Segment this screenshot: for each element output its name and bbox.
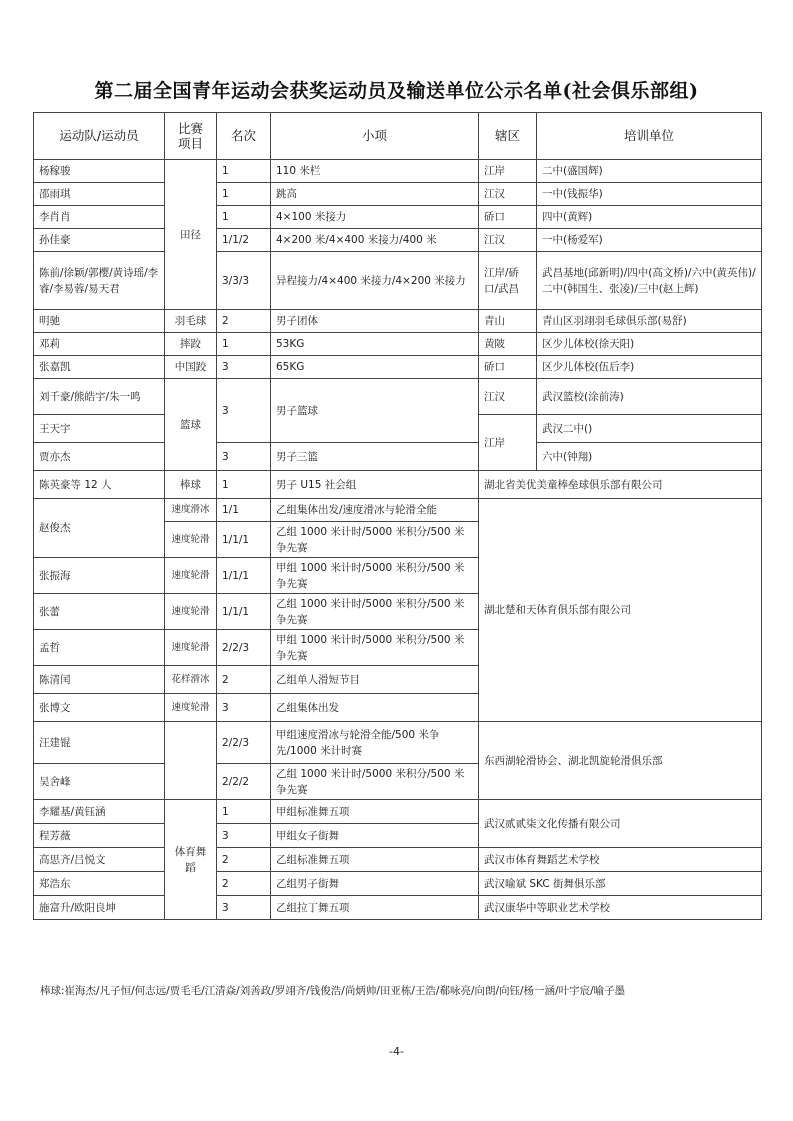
athlete-cell: 郑浩东 — [34, 872, 165, 896]
district-cell: 江岸/硚口/武昌 — [479, 252, 537, 310]
header-event: 比赛 项目 — [165, 113, 217, 160]
event-cell: 速度轮滑 — [165, 594, 217, 630]
unit-cell: 东西湖轮滑协会、湖北凯旋轮滑俱乐部 — [479, 722, 762, 800]
athlete-cell: 邵雨琪 — [34, 183, 165, 206]
sub-event-cell: 乙组男子街舞 — [271, 872, 479, 896]
table-row — [34, 333, 762, 356]
table-row — [34, 183, 762, 206]
athlete-cell: 贾亦杰 — [34, 443, 165, 471]
athlete-cell: 赵俊杰 — [34, 499, 165, 558]
rank-cell: 3 — [217, 896, 271, 920]
sub-event-cell: 乙组拉丁舞五项 — [271, 896, 479, 920]
sub-event-cell: 甲组标准舞五项 — [271, 800, 479, 824]
sub-event-cell: 4×100 米接力 — [271, 206, 479, 229]
event-cell: 棒球 — [165, 471, 217, 499]
district-cell: 江岸 — [479, 160, 537, 183]
sub-event-cell: 甲组速度滑冰与轮滑全能/500 米争先/1000 米计时赛 — [271, 722, 479, 764]
unit-cell: 武汉康华中等职业艺术学校 — [479, 896, 762, 920]
athlete-cell: 张振海 — [34, 558, 165, 594]
sub-event-cell: 男子 U15 社会组 — [271, 471, 479, 499]
unit-cell: 二中(盛国辉) — [537, 160, 762, 183]
rank-cell: 3/3/3 — [217, 252, 271, 310]
sub-event-cell: 65KG — [271, 356, 479, 379]
district-cell: 青山 — [479, 310, 537, 333]
sub-event-cell: 甲组女子街舞 — [271, 824, 479, 848]
athlete-cell: 张博文 — [34, 694, 165, 722]
district-cell: 江汉 — [479, 229, 537, 252]
event-cell: 速度轮滑 — [165, 558, 217, 594]
rank-cell: 3 — [217, 443, 271, 471]
rank-cell: 2/2/2 — [217, 764, 271, 800]
table-row — [34, 848, 762, 872]
unit-cell: 武汉贰贰柒文化传播有限公司 — [479, 800, 762, 848]
unit-cell: 湖北楚和天体育俱乐部有限公司 — [479, 499, 762, 722]
awards-table — [33, 112, 762, 920]
rank-cell: 1/1/1 — [217, 558, 271, 594]
table-row — [34, 160, 762, 183]
rank-cell: 3 — [217, 379, 271, 443]
rank-cell: 1/1/2 — [217, 229, 271, 252]
athlete-cell: 刘千豪/熊皓宇/朱一鸣 — [34, 379, 165, 415]
athlete-cell: 李耀基/黄钰涵 — [34, 800, 165, 824]
sub-event-cell: 乙组 1000 米计时/5000 米积分/500 米争先赛 — [271, 764, 479, 800]
athlete-cell: 李肖肖 — [34, 206, 165, 229]
district-cell: 江汉 — [479, 379, 537, 415]
unit-cell: 一中(杨爱军) — [537, 229, 762, 252]
table-row — [34, 443, 762, 471]
table-row — [34, 896, 762, 920]
unit-cell: 武昌基地(邱新明)/四中(高文桥)/六中(黄英伟)/二中(韩国生、张凌)/三中(赵上辉) — [537, 252, 762, 310]
sub-event-cell: 乙组单人滑短节目 — [271, 666, 479, 694]
event-cell: 速度轮滑 — [165, 694, 217, 722]
unit-cell: 四中(黄辉) — [537, 206, 762, 229]
sub-event-cell: 乙组 1000 米计时/5000 米积分/500 米争先赛 — [271, 594, 479, 630]
unit-cell: 一中(钱振华) — [537, 183, 762, 206]
rank-cell: 3 — [217, 824, 271, 848]
unit-cell: 武汉二中() — [537, 415, 762, 443]
athlete-cell: 施富升/欧阳良坤 — [34, 896, 165, 920]
athlete-cell: 程芳薇 — [34, 824, 165, 848]
event-cell: 速度滑冰 — [165, 499, 217, 522]
table-row — [34, 379, 762, 415]
rank-cell: 1 — [217, 333, 271, 356]
district-cell: 硚口 — [479, 356, 537, 379]
event-cell: 速度轮滑 — [165, 522, 217, 558]
athlete-cell: 陈前/徐颖/郭樱/黄诗瑶/李睿/李易蓉/易天君 — [34, 252, 165, 310]
unit-cell: 武汉市体育舞蹈艺术学校 — [479, 848, 762, 872]
sub-event-cell: 男子团体 — [271, 310, 479, 333]
table-row — [34, 800, 762, 824]
athlete-cell: 陈英豪等 12 人 — [34, 471, 165, 499]
header-team: 运动队/运动员 — [34, 113, 165, 160]
rank-cell: 3 — [217, 356, 271, 379]
baseball-roster-footnote: 棒球:崔海杰/凡子恒/何志远/贾毛毛/江清焱/刘善政/罗翊齐/钱俊浩/尚炳帅/田亚栋/王浩/郗咏亮/向朗/向钰/杨一涵/叶宇宸/喻子墨 — [40, 985, 626, 997]
rank-cell: 1/1 — [217, 499, 271, 522]
table-row — [34, 206, 762, 229]
sub-event-cell: 乙组集体出发 — [271, 694, 479, 722]
unit-cell: 武汉篮校(涂前涛) — [537, 379, 762, 415]
sub-event-cell: 男子三篮 — [271, 443, 479, 471]
athlete-cell: 吴舍峰 — [34, 764, 165, 800]
athlete-cell: 高思齐/吕悦文 — [34, 848, 165, 872]
unit-cell: 武汉喻斌 SKC 街舞俱乐部 — [479, 872, 762, 896]
event-cell: 篮球 — [165, 379, 217, 471]
table-row — [34, 356, 762, 379]
athlete-cell: 孟哲 — [34, 630, 165, 666]
header-sub-event: 小项 — [271, 113, 479, 160]
table-row — [34, 499, 762, 522]
rank-cell: 2 — [217, 848, 271, 872]
table-row — [34, 229, 762, 252]
athlete-cell: 孙佳豪 — [34, 229, 165, 252]
district-cell: 江汉 — [479, 183, 537, 206]
unit-cell: 区少儿体校(徐天阳) — [537, 333, 762, 356]
athlete-cell: 明驰 — [34, 310, 165, 333]
rank-cell: 2/2/3 — [217, 630, 271, 666]
table-row — [34, 471, 762, 499]
district-cell: 硚口 — [479, 206, 537, 229]
rank-cell: 1 — [217, 183, 271, 206]
event-cell: 速度轮滑 — [165, 630, 217, 666]
sub-event-cell: 53KG — [271, 333, 479, 356]
sub-event-cell: 异程接力/4×400 米接力/4×200 米接力 — [271, 252, 479, 310]
event-cell: 中国跤 — [165, 356, 217, 379]
sub-event-cell: 4×200 米/4×400 米接力/400 米 — [271, 229, 479, 252]
event-cell: 田径 — [165, 160, 217, 310]
sub-event-cell: 乙组标准舞五项 — [271, 848, 479, 872]
rank-cell: 3 — [217, 694, 271, 722]
rank-cell: 2 — [217, 666, 271, 694]
rank-cell: 2 — [217, 310, 271, 333]
page-number: -4- — [389, 1045, 404, 1058]
event-cell: 花样滑冰 — [165, 666, 217, 694]
rank-cell: 2 — [217, 872, 271, 896]
athlete-cell: 杨稼骏 — [34, 160, 165, 183]
table-header-row — [34, 113, 762, 160]
sub-event-cell: 110 米栏 — [271, 160, 479, 183]
unit-cell: 六中(钟翔) — [537, 443, 762, 471]
sub-event-cell: 跳高 — [271, 183, 479, 206]
sub-event-cell: 甲组 1000 米计时/5000 米积分/500 米争先赛 — [271, 630, 479, 666]
unit-cell: 区少儿体校(伍后李) — [537, 356, 762, 379]
event-cell: 体育舞蹈 — [165, 800, 217, 920]
table-row — [34, 722, 762, 764]
table-row — [34, 872, 762, 896]
event-cell: 羽毛球 — [165, 310, 217, 333]
unit-cell: 湖北省美优美童棒垒球俱乐部有限公司 — [479, 471, 762, 499]
rank-cell: 1 — [217, 800, 271, 824]
rank-cell: 2/2/3 — [217, 722, 271, 764]
header-district: 辖区 — [479, 113, 537, 160]
sub-event-cell: 甲组 1000 米计时/5000 米积分/500 米争先赛 — [271, 558, 479, 594]
rank-cell: 1 — [217, 471, 271, 499]
athlete-cell: 邓莉 — [34, 333, 165, 356]
athlete-cell: 汪建锟 — [34, 722, 165, 764]
header-rank: 名次 — [217, 113, 271, 160]
sub-event-cell: 男子篮球 — [271, 379, 479, 443]
event-cell — [165, 722, 217, 800]
athlete-cell: 张蕾 — [34, 594, 165, 630]
sub-event-cell: 乙组集体出发/速度滑冰与轮滑全能 — [271, 499, 479, 522]
header-unit: 培训单位 — [537, 113, 762, 160]
rank-cell: 1/1/1 — [217, 594, 271, 630]
rank-cell: 1/1/1 — [217, 522, 271, 558]
table-row — [34, 252, 762, 310]
athlete-cell: 陈清闰 — [34, 666, 165, 694]
athlete-cell: 张嘉凯 — [34, 356, 165, 379]
rank-cell: 1 — [217, 206, 271, 229]
table-row — [34, 310, 762, 333]
page-title: 第二届全国青年运动会获奖运动员及输送单位公示名单(社会俱乐部组) — [94, 80, 699, 102]
unit-cell: 青山区羽翊羽毛球俱乐部(易舒) — [537, 310, 762, 333]
athlete-cell: 王天宇 — [34, 415, 165, 443]
rank-cell: 1 — [217, 160, 271, 183]
district-cell: 黄陂 — [479, 333, 537, 356]
event-cell: 摔跤 — [165, 333, 217, 356]
district-cell: 江岸 — [479, 415, 537, 471]
sub-event-cell: 乙组 1000 米计时/5000 米积分/500 米争先赛 — [271, 522, 479, 558]
